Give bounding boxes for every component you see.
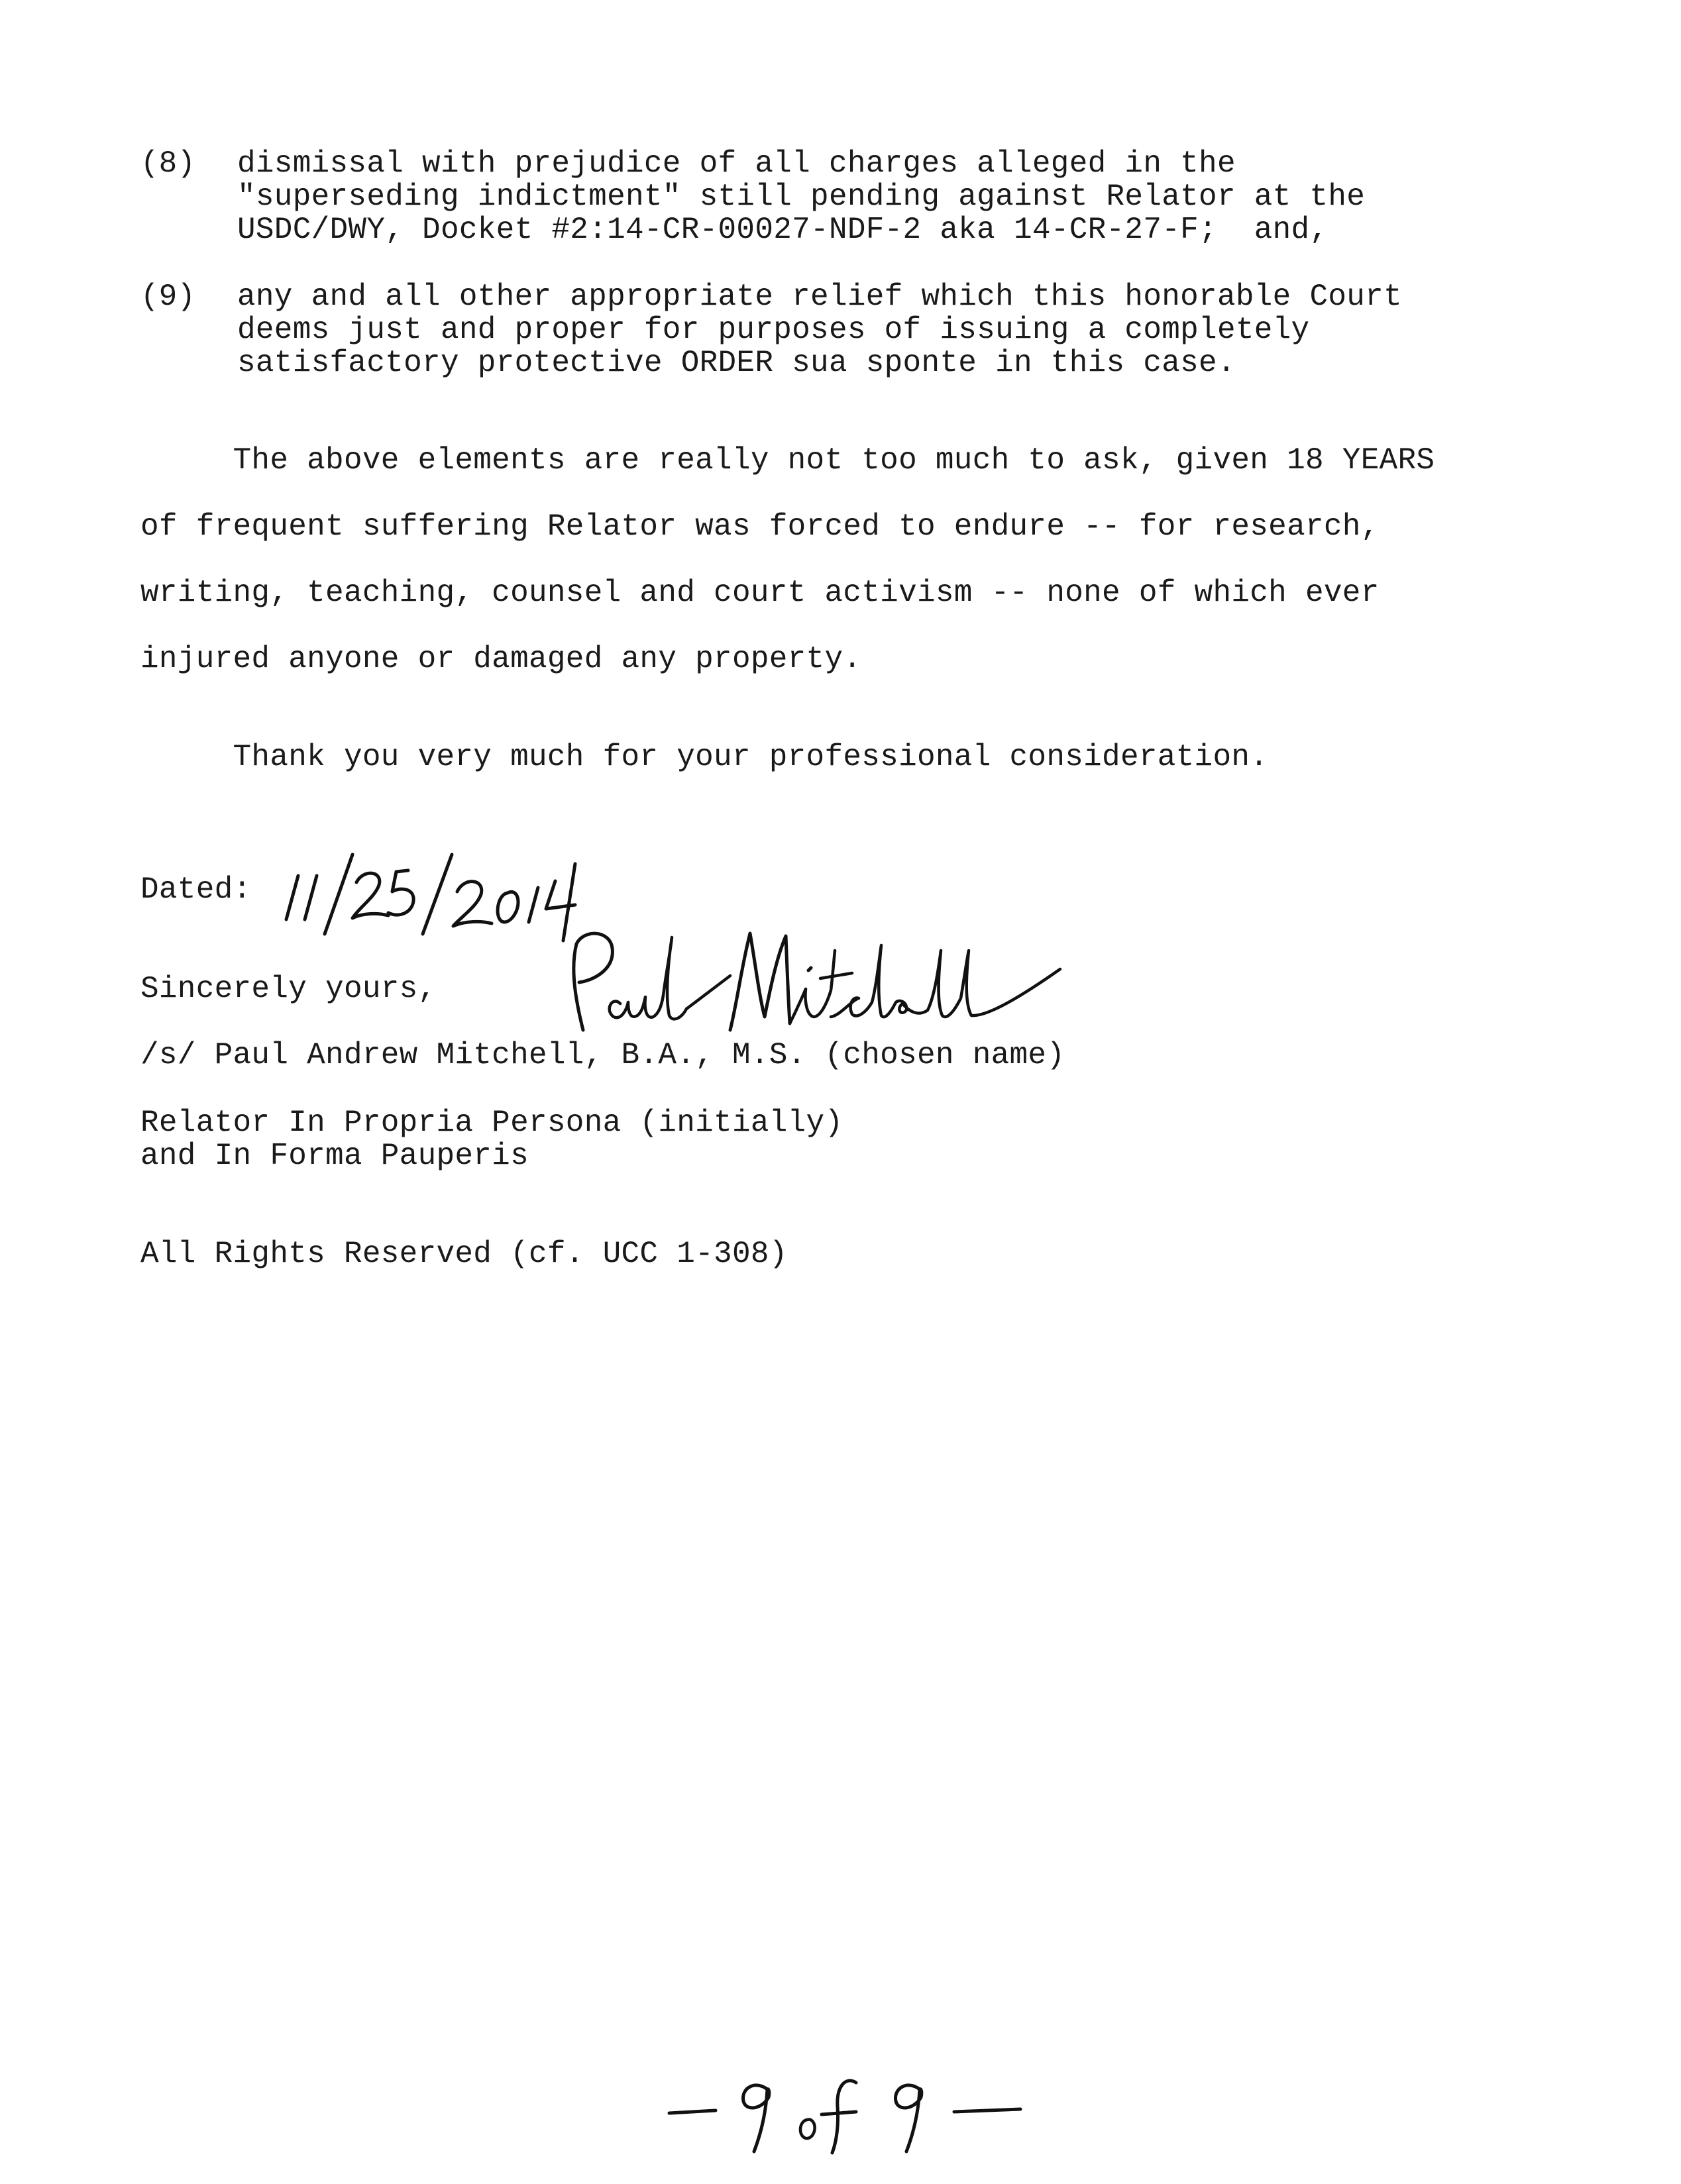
item-number-8: (8)	[140, 146, 195, 181]
dated-label: Dated:	[140, 872, 252, 907]
signer-line: /s/ Paul Andrew Mitchell, B.A., M.S. (chosen name)	[140, 1038, 1065, 1072]
closing-line: Sincerely yours,	[140, 972, 437, 1006]
item-8-line-3: USDC/DWY, Docket #2:14-CR-00027-NDF-2 aka 14-CR-27-F; and,	[237, 213, 1329, 247]
paragraph-line-3: writing, teaching, counsel and court activism -- none of which ever	[140, 576, 1380, 610]
item-8-line-1: dismissal with prejudice of all charges alleged in the	[237, 146, 1236, 181]
item-9-line-2: deems just and proper for purposes of issuing a completely	[237, 313, 1310, 347]
capacity-line-2: and In Forma Pauperis	[140, 1139, 529, 1173]
item-8-line-2: "superseding indictment" still pending against Relator at the	[237, 180, 1366, 214]
page-number	[663, 2060, 1047, 2159]
paragraph-line-1: The above elements are really not too much to ask, given 18 YEARS	[140, 443, 1435, 478]
capacity-line-1: Relator In Propria Persona (initially)	[140, 1106, 843, 1140]
paragraph-line-4: injured anyone or damaged any property.	[140, 642, 862, 676]
signature	[557, 924, 1073, 1043]
thanks-line: Thank you very much for your professional consideration.	[140, 740, 1269, 774]
paragraph-line-2: of frequent suffering Relator was forced to endure -- for research,	[140, 509, 1380, 544]
reservation-line: All Rights Reserved (cf. UCC 1-308)	[140, 1237, 788, 1271]
item-number-9: (9)	[140, 280, 195, 314]
item-9-line-3: satisfactory protective ORDER sua sponte in this case.	[237, 346, 1236, 380]
handwritten-date	[278, 841, 596, 947]
item-9-line-1: any and all other appropriate relief which this honorable Court	[237, 280, 1402, 314]
